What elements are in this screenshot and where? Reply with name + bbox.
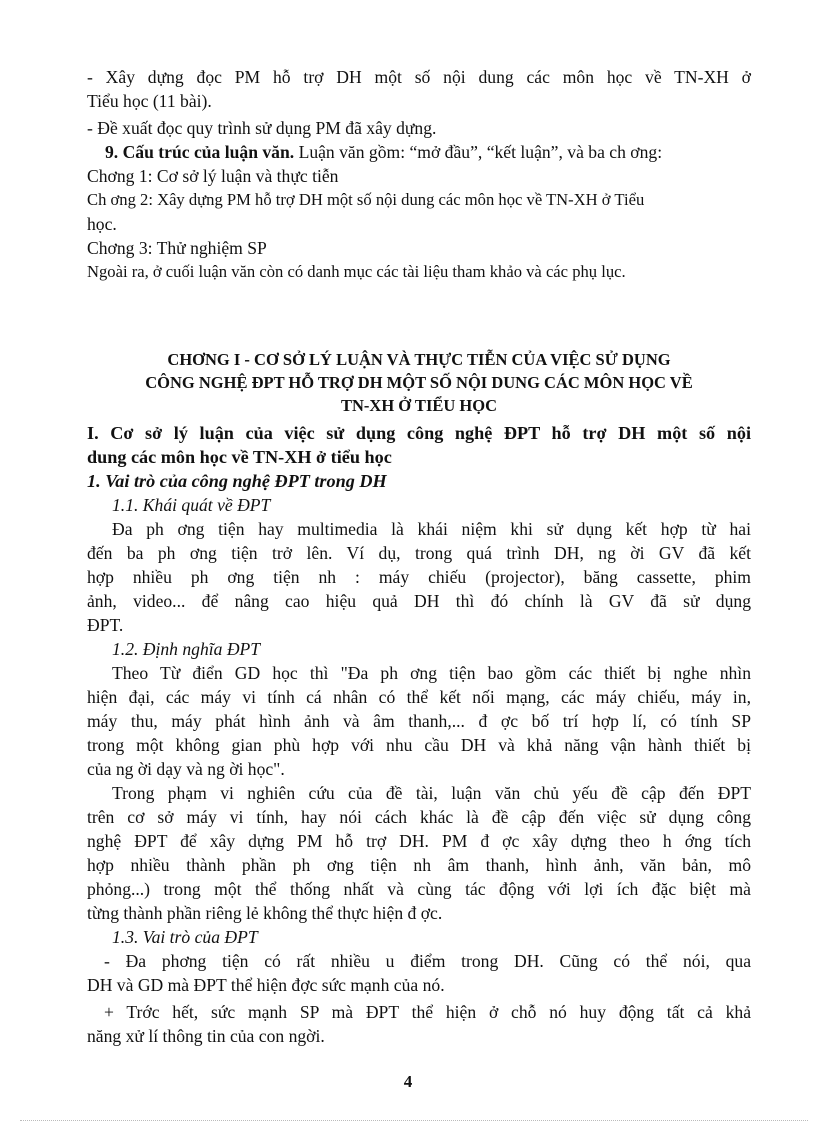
subsubsection-heading: 1.1. Khái quát về ĐPT: [112, 495, 271, 515]
text-line: Chơng 3: Thử nghiệm SP: [87, 238, 267, 258]
section-heading: I. Cơ sở lý luận của việc sử dụng công nghệ ĐPT hỗ trợ DH một số nội: [87, 423, 751, 443]
paragraph-line: Trong phạm vi nghiên cứu của đề tài, luận văn chủ yếu đề cập đến ĐPT: [112, 783, 751, 803]
paragraph-line: hiện đại, các máy vi tính cá nhân có thể kết nối mạng, các máy chiếu, máy in,: [87, 687, 751, 707]
section-9-heading: 9. Cấu trúc của luận văn.: [105, 142, 295, 162]
text-line: Tiểu học (11 bài).: [87, 91, 212, 111]
text-line: - Xây dựng đọc PM hỗ trợ DH một số nội dung các môn học về TN-XH ở: [87, 67, 751, 87]
chapter-title: CÔNG NGHỆ ĐPT HỖ TRỢ DH MỘT SỐ NỘI DUNG CÁC MÔN HỌC VỀ: [145, 373, 693, 392]
paragraph-line: Theo Từ điển GD học thì "Đa ph ơng tiện bao gồm các thiết bị nghe nhìn: [112, 663, 751, 683]
chapter-title: CHƠNG I - CƠ SỞ LÝ LUẬN VÀ THỰC TIỄN CỦA VIỆC SỬ DỤNG: [167, 350, 671, 369]
page-number: 4: [403, 1072, 413, 1091]
text-line: Ch ơng 2: Xây dựng PM hỗ trợ DH một số nội dung các môn học về TN-XH ở Tiểu: [87, 190, 645, 209]
paragraph-line: ĐPT.: [87, 615, 124, 635]
text-line: - Đề xuất đọc quy trình sử dụng PM đã xây dựng.: [87, 118, 437, 138]
paragraph-line: hợp nhiều ph ơng tiện nh : máy chiếu (projector), băng cassette, phim: [87, 567, 751, 587]
text-line: Chơng 1: Cơ sở lý luận và thực tiễn: [87, 166, 339, 186]
paragraph-line: đến ba ph ơng tiện trở lên. Ví dụ, trong quá trình DH, ng ời GV đã kết: [87, 543, 751, 563]
paragraph-line: từng thành phần riêng lẻ không thể thực hiện đ ợc.: [87, 903, 443, 923]
paragraph-line: phỏng...) trong một thể thống nhất và cùng tác động với lợi ích đặc biệt mà: [87, 879, 751, 899]
paragraph-line: - Đa phơng tiện có rất nhiều u điểm trong DH. Cũng có thể nói, qua: [104, 951, 751, 971]
paragraph-line: + Trớc hết, sức mạnh SP mà ĐPT thể hiện ở chỗ nó huy động tất cả khả: [104, 1002, 751, 1022]
text-line: Ngoài ra, ở cuối luận văn còn có danh mục các tài liệu tham khảo và các phụ lục.: [87, 262, 626, 281]
paragraph-line: DH và GD mà ĐPT thể hiện đợc sức mạnh của nó.: [87, 975, 445, 995]
paragraph-line: nghệ ĐPT để xây dựng PM hỗ trợ DH. PM đ ợc xây dựng theo h ớng tích: [87, 831, 751, 851]
paragraph-line: trong một không gian phù hợp với nhu cầu DH và khả năng vận hành thiết bị: [87, 735, 751, 755]
section-9-text: Luận văn gồm: “mở đầu”, “kết luận”, và ba ch ơng:: [294, 142, 663, 162]
paragraph-line: máy thu, máy phát hình ảnh và âm thanh,... đ ợc bố trí hợp lí, có tính SP: [87, 711, 751, 731]
paragraph-line: ảnh, video... để nâng cao hiệu quả DH thì đó chính là GV đã sử dụng: [87, 591, 751, 611]
chapter-title: TN-XH Ở TIỂU HỌC: [340, 396, 497, 415]
text-line: học.: [87, 214, 117, 234]
paragraph-line: của ng ời dạy và ng ời học".: [87, 759, 285, 779]
section-heading: dung các môn học về TN-XH ở tiểu học: [87, 447, 392, 467]
footer-divider: [20, 1120, 808, 1121]
subsubsection-heading: 1.3. Vai trò của ĐPT: [112, 927, 258, 947]
subsubsection-heading: 1.2. Định nghĩa ĐPT: [112, 639, 261, 659]
section-9-line: [105, 140, 751, 164]
paragraph-line: hợp nhiều thành phần ph ơng tiện nh âm thanh, hình ảnh, văn bản, mô: [87, 855, 751, 875]
paragraph-line: năng xử lí thông tin của con ngời.: [87, 1026, 325, 1046]
paragraph-line: Đa ph ơng tiện hay multimedia là khái niệm khi sử dụng kết hợp từ hai: [112, 519, 751, 539]
subsection-heading: 1. Vai trò của công nghệ ĐPT trong DH: [87, 471, 387, 491]
paragraph-line: trên cơ sở máy vi tính, hay nói cách khác là đề cập đến việc sử dụng công: [87, 807, 751, 827]
